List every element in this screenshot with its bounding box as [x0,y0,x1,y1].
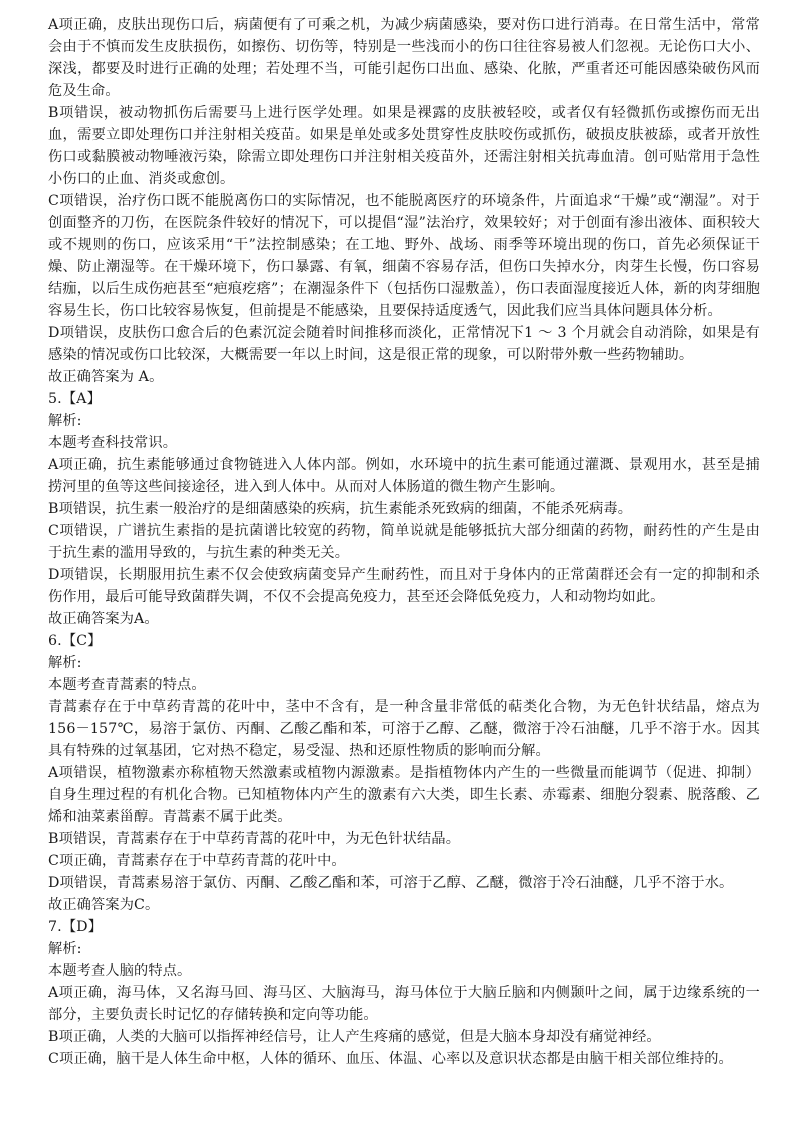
option-d-explanation: D项错误，皮肤伤口愈合后的色素沉淀会随着时间推移而淡化，正常情况下1 ～ 3 个月就会自动消除，如果是有感染的情况或伤口比较深，大概需要一年以上时间，这是很正常的现象，可以附带外敷一些药物辅助。 [48,325,760,363]
analysis-label: 解析: [48,941,82,957]
q7-option-c: C项正确，脑干是人体生命中枢，人体的循环、血压、体温、心率以及意识状态都是由脑干相关部位维持的。 [48,1051,733,1067]
option-c-explanation: C项错误，治疗伤口既不能脱离伤口的实际情况，也不能脱离医疗的环境条件，片面追求“干燥”或“潮湿”。对于创面整齐的刀伤，在医院条件较好的情况下，可以提倡“湿”法治疗，效果较好；对于创面有渗出液体、面积较大或不规则的伤口，应该采用“干”法控制感染；在工地、野外、战场、雨季等环境出现的伤口，首先必须保证干燥、防止潮湿等。在干燥环境下，伤口暴露、有氧，细菌不容易存活，但伤口失掉水分，肉芽生长慢，伤口容易结痂，以后生成伤疤甚至“疤痕疙瘩”；在潮湿条件下（包括伤口湿敷盖），伤口表面湿度接近人体，新的肉芽细胞容易生长，伤口比较容易恢复，但前提是不能感染，且要保持适度透气，因此我们应当具体问题具体分析。 [48,193,760,319]
answer-line: 故正确答案为 A。 [48,369,164,385]
q7-option-a: A项正确，海马体，又名海马回、海马区、大脑海马，海马体位于大脑丘脑和内侧颞叶之间，属于边缘系统的一部分，主要负责长时记忆的存储转换和定向等功能。 [48,985,760,1023]
q7-option-b: B项正确，人类的大脑可以指挥神经信号，让人产生疼痛的感觉，但是大脑本身却没有痛觉神经。 [48,1029,661,1045]
q6-option-a: A项错误，植物激素亦称植物天然激素或植物内源激素。是指植物体内产生的一些微量而能调节（促进、抑制）自身生理过程的有机化合物。已知植物体内产生的激素有六大类，即生长素、赤霉素、细胞分裂素、脱落酸、乙烯和油菜素甾醇。青蒿素不属于此类。 [48,765,760,825]
q6-option-d: D项错误，青蒿素易溶于氯仿、丙酮、乙酸乙酯和苯，可溶于乙醇、乙醚，微溶于冷石油醚，几乎不溶于水。 [48,875,734,891]
q6-answer: 故正确答案为C。 [48,897,160,913]
q5-option-d: D项错误，长期服用抗生素不仅会使致病菌变异产生耐药性，而且对于身体内的正常菌群还会有一定的抑制和杀伤作用，最后可能导致菌群失调，不仅不会提高免疫力，甚至还会降低免疫力，人和动物均如此。 [48,567,760,605]
question-5-topic: 本题考查科技常识。 [48,435,178,451]
q5-option-c: C项错误，广谱抗生素指的是抗菌谱比较宽的药物，简单说就是能够抵抗大部分细菌的药物，耐药性的产生是由于抗生素的滥用导致的，与抗生素的种类无关。 [48,523,760,561]
option-a-explanation: A项正确，皮肤出现伤口后，病菌便有了可乘之机，为减少病菌感染，要对伤口进行消毒。在日常生活中，常常会由于不慎而发生皮肤损伤，如擦伤、切伤等，特别是一些浅而小的伤口往往容易被人们忽视。无论伤口大小、深浅，都要及时进行正确的处理；若处理不当，可能引起伤口出血、感染、化脓，严重者还可能因感染破伤风而危及生命。 [48,17,760,99]
q5-option-a: A项正确，抗生素能够通过食物链进入人体内部。例如，水环境中的抗生素可能通过灌溉、景观用水，甚至是捕捞河里的鱼等这些间接途径，进入到人体中。从而对人体肠道的微生物产生影响。 [48,457,760,495]
q5-answer: 故正确答案为A。 [48,611,159,627]
analysis-label: 解析: [48,655,82,671]
question-5-heading: 5.【A】 [48,391,101,407]
analysis-label: 解析: [48,413,82,429]
question-6-heading: 6.【C】 [48,633,102,649]
question-7-topic: 本题考查人脑的特点。 [48,963,192,979]
q5-option-b: B项错误，抗生素一般治疗的是细菌感染的疾病，抗生素能杀死致病的细菌，不能杀死病毒。 [48,501,633,517]
document-page [48,14,760,1070]
q6-background: 青蒿素存在于中草药青蒿的花叶中，茎中不含有，是一种含量非常低的萜类化合物，为无色针状结晶，熔点为156－157℃，易溶于氯仿、丙酮、乙酸乙酯和苯，可溶于乙醇、乙醚，微溶于冷石油醚，几乎不溶于水。因其具有特殊的过氧基团，它对热不稳定，易受湿、热和还原性物质的影响而分解。 [48,699,760,759]
question-7-heading: 7.【D】 [48,919,103,935]
q6-option-b: B项错误，青蒿素存在于中草药青蒿的花叶中，为无色针状结晶。 [48,831,461,847]
question-6-topic: 本题考查青蒿素的特点。 [48,677,206,693]
q6-option-c: C项正确，青蒿素存在于中草药青蒿的花叶中。 [48,853,346,869]
option-b-explanation: B项错误，被动物抓伤后需要马上进行医学处理。如果是裸露的皮肤被轻咬，或者仅有轻微抓伤或擦伤而无出血，需要立即处理伤口并注射相关疫苗。如果是单处或多处贯穿性皮肤咬伤或抓伤，破损皮肤被舔，或者开放性伤口或黏膜被动物唾液污染，除需立即处理伤口并注射相关疫苗外，还需注射相关抗毒血清。创可贴常用于急性小伤口的止血、消炎或愈创。 [48,105,760,187]
